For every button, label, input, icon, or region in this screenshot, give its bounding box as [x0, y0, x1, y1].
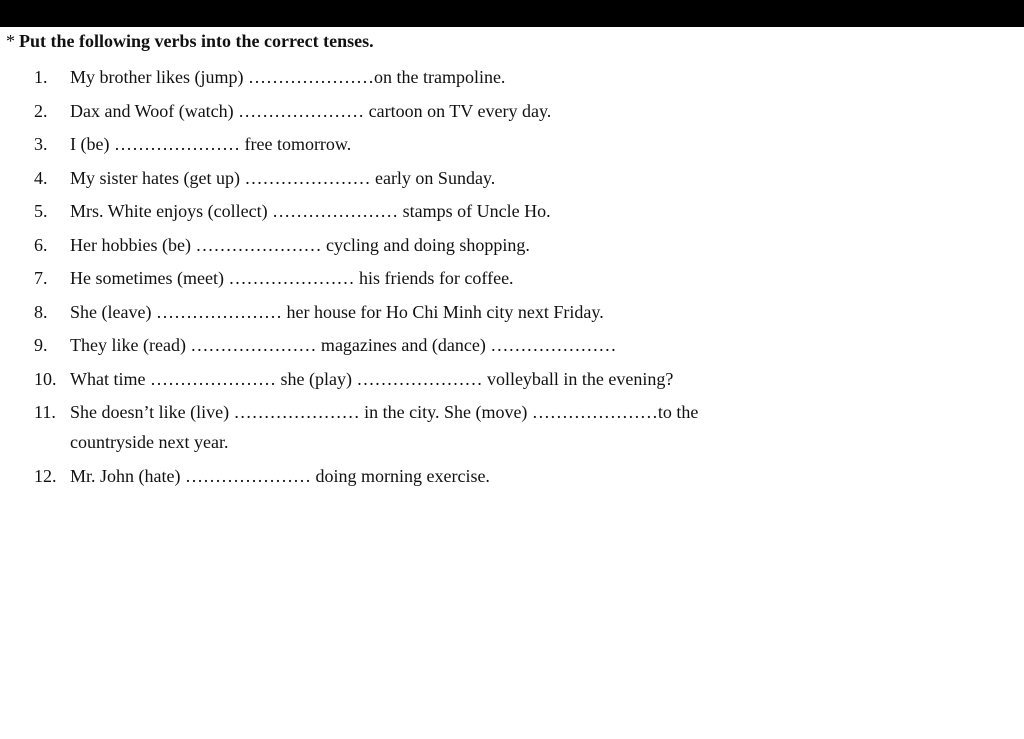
instruction-heading	[6, 31, 374, 52]
exercise-item-2	[0, 96, 1024, 130]
item-number: 4.	[34, 167, 48, 188]
exercise-item-8	[0, 297, 1024, 331]
item-number: 12.	[34, 466, 57, 486]
asterisk-bullet: *	[6, 31, 15, 51]
item-text: What time ………………… she (play) ………………… volleyball in the evening?	[70, 368, 674, 389]
item-text-line-1: She doesn’t like (live) ………………… in the city. She (move) …………………to the	[70, 402, 699, 422]
item-text: He sometimes (meet) ………………… his friends for coffee.	[70, 268, 514, 288]
item-text-line-2: countryside next year.	[70, 432, 229, 452]
exercise-item-12	[0, 461, 1024, 495]
item-number: 11.	[34, 402, 56, 422]
item-text: She (leave) ………………… her house for Ho Chi Minh city next Friday.	[70, 301, 604, 322]
exercise-item-4	[0, 163, 1024, 197]
item-text: Her hobbies (be) ………………… cycling and doing shopping.	[70, 234, 530, 255]
item-number: 3.	[34, 134, 48, 154]
top-black-bar	[0, 0, 1024, 27]
exercise-item-10	[0, 364, 1024, 398]
item-text: They like (read) ………………… magazines and (dance) …………………	[70, 335, 617, 355]
exercise-item-7	[0, 263, 1024, 297]
item-number: 5.	[34, 201, 48, 221]
item-number: 6.	[34, 234, 48, 255]
exercise-list	[0, 62, 1024, 495]
instruction-text: Put the following verbs into the correct tenses.	[19, 31, 374, 51]
exercise-item-3	[0, 129, 1024, 163]
item-number: 7.	[34, 268, 48, 288]
item-number: 2.	[34, 100, 48, 121]
exercise-item-1	[0, 62, 1024, 96]
item-text	[70, 397, 698, 457]
item-number: 9.	[34, 335, 48, 355]
exercise-item-11	[0, 397, 1024, 461]
item-text: Mrs. White enjoys (collect) ………………… stamps of Uncle Ho.	[70, 201, 551, 221]
item-number: 8.	[34, 301, 48, 322]
item-number: 1.	[34, 67, 48, 87]
exercise-item-9	[0, 330, 1024, 364]
exercise-item-6	[0, 230, 1024, 264]
item-text: My sister hates (get up) ………………… early on Sunday.	[70, 167, 496, 188]
item-text: Dax and Woof (watch) ………………… cartoon on TV every day.	[70, 100, 552, 121]
item-number: 10.	[34, 368, 57, 389]
exercise-item-5	[0, 196, 1024, 230]
item-text: Mr. John (hate) ………………… doing morning exercise.	[70, 466, 490, 486]
item-text: My brother likes (jump) …………………on the trampoline.	[70, 67, 506, 87]
item-text: I (be) ………………… free tomorrow.	[70, 134, 352, 154]
